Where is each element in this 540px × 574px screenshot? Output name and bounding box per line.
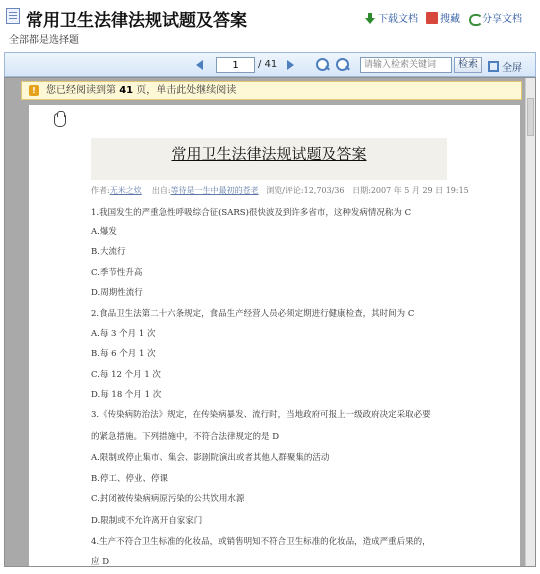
content-line: B.停工、停业、停课 bbox=[91, 474, 168, 484]
page-total: / 41 bbox=[258, 59, 278, 70]
favorite-label: 搜藏 bbox=[440, 14, 460, 25]
content-line: 2.食品卫生法第二十六条规定，食品生产经营人员必须定期进行健康检查，其时间为 C bbox=[91, 309, 415, 319]
content-line: D.周期性流行 bbox=[91, 288, 143, 298]
search-button[interactable]: 检索 bbox=[454, 57, 482, 73]
notice-prefix: 您已经阅读到第 bbox=[46, 85, 116, 96]
content-line: 应 D bbox=[91, 557, 110, 567]
content-line: 3.《传染病防治法》规定，在传染病暴发、流行时，当地政府可报上一级政府决定采取必要 bbox=[91, 410, 431, 420]
favorite-icon bbox=[426, 12, 438, 24]
header-actions bbox=[364, 10, 522, 25]
source-link[interactable]: 等待是一生中最初的苍老 bbox=[170, 186, 259, 195]
author-label: 作者: bbox=[91, 186, 110, 195]
source-label: 出自: bbox=[151, 186, 171, 195]
views-comments: 浏览/评论:12,703/36 bbox=[266, 186, 345, 195]
document-viewer[interactable] bbox=[4, 77, 536, 567]
content-line: C.季节性升高 bbox=[91, 268, 143, 278]
document-title: 常用卫生法律法规试题及答案 bbox=[171, 145, 367, 163]
hand-cursor-icon bbox=[54, 113, 66, 127]
scrollbar-thumb[interactable] bbox=[527, 98, 534, 136]
share-label: 分享文档 bbox=[482, 14, 522, 25]
document-page bbox=[29, 105, 520, 567]
content-line: A.限制或停止集市、集会、影剧院演出或者其他人群聚集的活动 bbox=[91, 453, 330, 463]
previous-page-button[interactable] bbox=[196, 60, 203, 70]
notice-page-number: 41 bbox=[119, 85, 134, 96]
next-page-button[interactable] bbox=[287, 60, 294, 70]
content-line: 的紧急措施。下列措施中，不符合法律规定的是 D bbox=[91, 432, 280, 442]
content-line: D.限制或不允许离开自家家门 bbox=[91, 516, 203, 526]
download-button[interactable] bbox=[364, 10, 418, 25]
download-label: 下载文档 bbox=[378, 14, 418, 25]
continue-reading-notice[interactable] bbox=[21, 81, 522, 100]
document-title-block bbox=[91, 138, 447, 180]
content-line: C.每 12 个月 1 次 bbox=[91, 370, 161, 380]
content-line: 1.我国发生的严重急性呼吸综合征(SARS)很快波及到许多省市，这种发病情况称为 C bbox=[91, 208, 412, 218]
content-line: 4.生产不符合卫生标准的化妆品，或销售明知不符合卫生标准的化妆品，造成严重后果的， bbox=[91, 537, 431, 547]
document-icon bbox=[6, 8, 20, 24]
content-line: A.爆发 bbox=[91, 227, 117, 237]
content-line: B.大流行 bbox=[91, 247, 126, 257]
viewer-toolbar bbox=[4, 52, 536, 77]
header-bar bbox=[0, 0, 540, 50]
vertical-scrollbar[interactable] bbox=[525, 78, 535, 566]
fullscreen-icon bbox=[488, 61, 499, 72]
share-icon bbox=[468, 12, 480, 24]
fullscreen-button[interactable] bbox=[488, 59, 522, 74]
notice-suffix: 页，单击此处继续阅读 bbox=[136, 85, 237, 96]
zoom-out-icon[interactable] bbox=[336, 58, 350, 72]
document-meta bbox=[91, 185, 511, 196]
favorite-button[interactable] bbox=[426, 10, 460, 25]
content-line: C.封闭被传染病病原污染的公共饮用水源 bbox=[91, 494, 245, 504]
page-subtitle: 全部都是选择题 bbox=[9, 35, 79, 46]
download-icon bbox=[364, 12, 376, 24]
zoom-in-icon[interactable] bbox=[316, 58, 330, 72]
page-number-input[interactable] bbox=[216, 57, 255, 73]
share-button[interactable] bbox=[468, 10, 522, 25]
page-title: 常用卫生法律法规试题及答案 bbox=[26, 11, 247, 31]
info-icon: ! bbox=[29, 85, 39, 96]
search-input[interactable] bbox=[360, 57, 452, 73]
author-link[interactable]: 无米之炊 bbox=[109, 186, 142, 195]
content-line: D.每 18 个月 1 次 bbox=[91, 390, 162, 400]
fullscreen-label: 全屏 bbox=[502, 63, 522, 74]
document-date: 日期:2007 年 5 月 29 日 19:15 bbox=[352, 186, 469, 195]
content-line: B.每 6 个月 1 次 bbox=[91, 349, 156, 359]
content-line: A.每 3 个月 1 次 bbox=[91, 329, 156, 339]
